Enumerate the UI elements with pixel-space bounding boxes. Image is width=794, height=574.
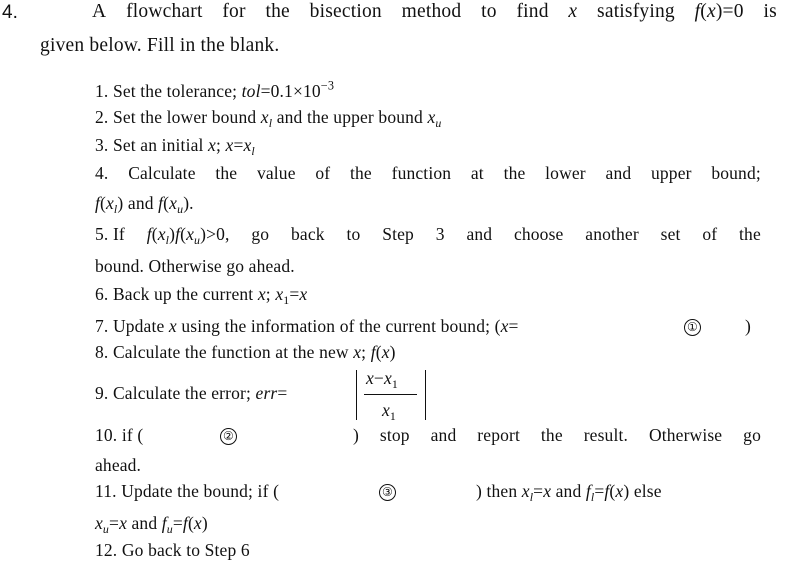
step-5-word: Step [382,224,414,244]
step-10-word: report [477,425,520,445]
step-5-word: back [291,224,325,244]
step-4-word: function [391,163,452,183]
step-4-word: and [605,163,632,183]
intro-word: x [568,1,578,22]
step-2-mid: and the upper bound [272,107,428,127]
step-5-word: and [466,224,493,244]
step-10-rest [353,425,761,446]
step-5-line1 [95,224,761,248]
step-4-word: lower [545,163,586,183]
step-6-sep: ; [265,284,276,304]
step-1 [95,78,335,102]
step-5-word: of [702,224,718,244]
step-5-word: set [660,224,681,244]
step-3-text: 3. Set an initial [95,135,209,155]
intro-word: flowchart [126,1,203,22]
blank-3-marker: ③ [379,484,396,501]
blank-2-marker: ② [220,428,237,445]
err-var: err [255,383,278,403]
question-intro-line2: given below. Fill in the blank. [40,35,280,56]
step-8: 8. Calculate the function at the new x; f(x) [95,342,396,362]
step-10-close: ) [353,425,359,445]
step-6: 6. Back up the current x; $x_1=x$ [95,284,308,308]
intro-word: A [92,1,107,22]
step-11-and2: and [126,513,162,533]
step-6-text: 6. Back up the current [95,284,258,304]
step-4-word: of [315,163,331,183]
question-intro-line1 [92,1,777,23]
step-9-text: 9. Calculate the error; [95,383,256,403]
intro-word: method [401,1,462,22]
step-11-label: 11. Update the bound; if ( [95,481,280,501]
intro-word: for [222,1,246,22]
step-10-word: Otherwise [648,425,723,445]
intro-word: f(x)=0 [694,1,744,22]
step-8-sep: ; [361,342,371,362]
step-10-word: go [743,425,761,445]
fraction-bar [364,394,417,395]
intro-word: is [763,1,777,22]
step-5-line2: bound. Otherwise go ahead. [95,256,295,276]
step-8-text: 8. Calculate the function at the new [95,342,354,362]
step-5-prefix: 5. If [95,224,125,244]
blank-2[interactable] [220,425,237,446]
blank-1-marker: ① [684,319,701,336]
step-5-gt: >0, [206,224,230,244]
step-5-word: another [585,224,639,244]
step-10-word: stop [379,425,410,445]
tol-var: tol [241,81,261,101]
step-4-word: Calculate [128,163,196,183]
step-4-word: bound; [711,163,761,183]
step-5-word: choose [513,224,564,244]
step-2-text: 2. Set the lower bound [95,107,261,127]
step-4-word: 4. [95,163,109,183]
step-10-word: result. [583,425,629,445]
intro-word: the [265,1,290,22]
err-eq: = [277,383,288,403]
fraction-denominator: $x_1$ [382,400,397,424]
step-5-word: go [251,224,270,244]
step-2: 2. Set the lower bound $x_l$ and the upper bound $x_u$ [95,107,442,131]
step-5-word: 3 [435,224,445,244]
step-10-word: the [540,425,563,445]
step-4-word: value [256,163,296,183]
step-10-word: and [430,425,457,445]
step-11-line1-rest: ) then $x_l=x$ and $f_l=f(x)$ else [476,481,662,505]
step-4-line1 [95,163,761,184]
intro-word: to [481,1,497,22]
step-3: 3. Set an initial x; $x=x_l$ [95,135,255,159]
step-4-word: the [503,163,526,183]
step-11-else: else [629,481,662,501]
step-12: 12. Go back to Step 6 [95,540,250,560]
step-11-and: and [551,481,586,501]
fraction-numerator: $x-x_1$ [366,368,398,392]
step-9 [95,383,287,404]
step-10-line2: ahead. [95,455,142,475]
step-5-word: the [739,224,761,244]
step-5-condition: $f(x_l)f(x_u)>0$, [146,224,230,248]
blank-1[interactable] [684,316,701,337]
step-5-word: to [346,224,361,244]
step-7: 7. Update x using the information of the current bound; (x= [95,316,519,336]
step-7-close: ) [745,316,751,336]
step-4-word: upper [651,163,692,183]
step-4-word: the [215,163,238,183]
step-1-text: 1. Set the tolerance; [95,81,242,101]
intro-word: bisection [309,1,382,22]
step-10-label: 10. if ( [95,425,144,445]
step-7-mid: using the information of the current bound; ( [176,316,501,336]
question-number: 4. [2,2,18,23]
step-4-word: the [350,163,372,183]
step-4-and: and [123,193,159,213]
minus-sign: − [373,368,384,388]
intro-word: find [516,1,549,22]
step-3-sep: ; [215,135,226,155]
intro-word: satisfying [597,1,675,22]
step-11-then: ) then [476,481,522,501]
step-11-line2: $x_u=x$ and $f_u=f(x)$ [95,513,208,537]
step-4-line2: $f(x_l)$ and $f(x_u)$. [95,193,194,217]
step-4-word: at [470,163,484,183]
tol-exponent: −3 [320,78,335,93]
tol-value: =0.1×10 [260,81,321,101]
blank-3[interactable] [379,481,396,502]
step-7-text: 7. Update [95,316,169,336]
